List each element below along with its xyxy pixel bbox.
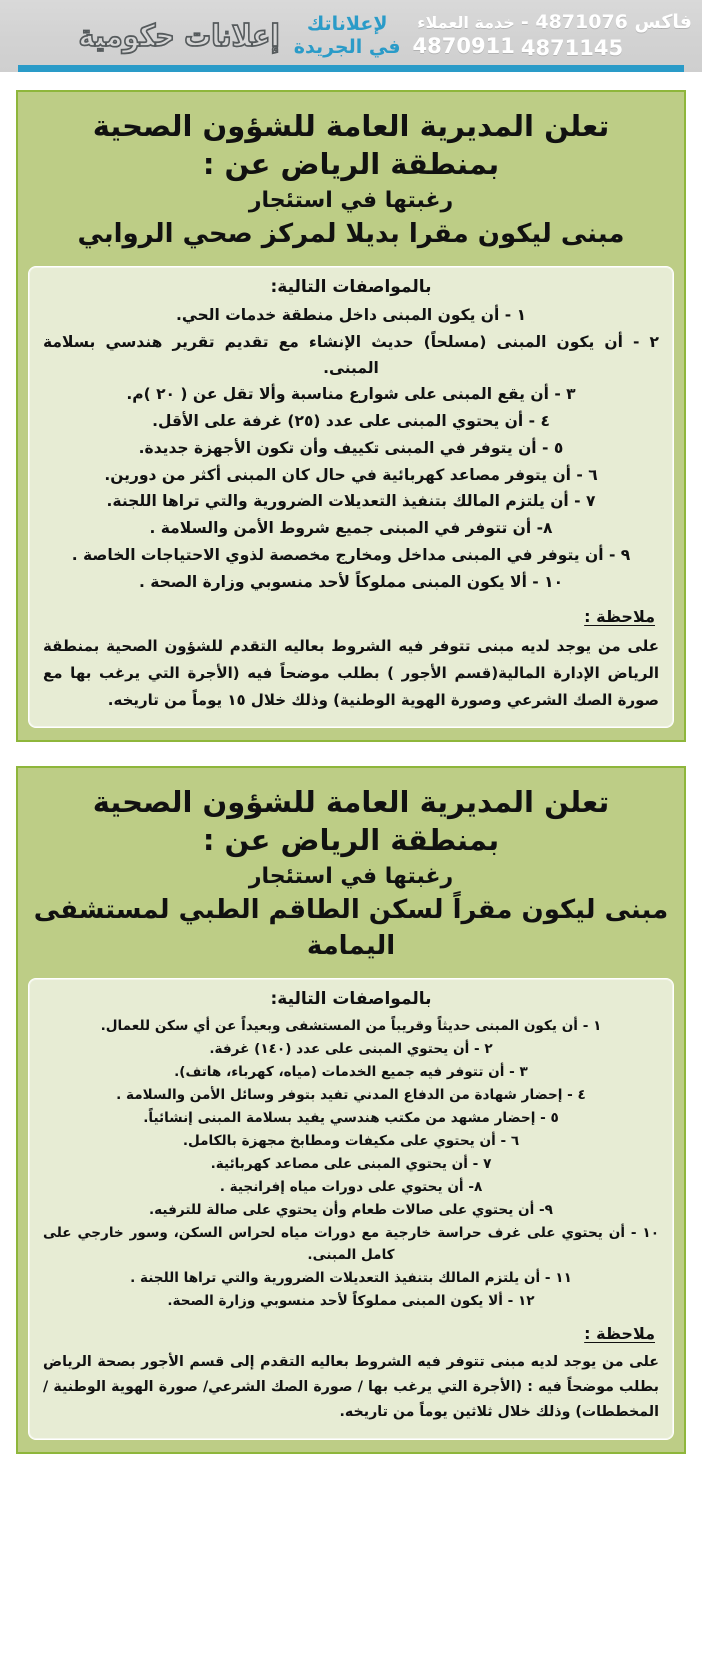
government-ads-logo: إعلانات حكومية: [78, 18, 280, 54]
list-item: ٨- أن تتوفر في المبنى جميع شروط الأمن والسلامة .: [149, 519, 553, 538]
fax-number-primary: 4871076 -: [520, 11, 628, 33]
ad-2-heading-line-3: رغبتها في استئجار: [248, 864, 454, 890]
fax-label: فاكس: [634, 11, 692, 33]
advertise-line-2: في الجريدة: [293, 36, 401, 58]
ad-1-note-body: على من يوجد لديه مبنى تتوفر فيه الشروط بعاليه التقدم للشؤون الصحية بمنطقة الرياض الإدارة المالية(قسم الأجور ) بطلب موضحاً فيه (الأجرة التي يرغب بها مع صورة الصك الشرعي وصورة الهوية الوطنية) وذلك خلال ١٥ يوماً من تاريخه.: [43, 637, 659, 709]
list-item: ٩ - أن يتوفر في المبنى مداخل ومخارج مخصصة لذوي الاحتياجات الخاصة .: [71, 545, 631, 564]
customer-service-number: 4870911: [412, 33, 515, 58]
list-item: ١١ - أن يلتزم المالك بتنفيذ التعديلات الضرورية والتي تراها اللجنة .: [130, 1270, 572, 1287]
list-item: ٢ - أن يحتوي المبنى على عدد (١٤٠) غرفة.: [209, 1041, 493, 1057]
ad-1-specs-title: بالمواصفات التالية:: [270, 277, 432, 298]
ad-2-note-title: ملاحظة :: [584, 1324, 655, 1344]
page-banner: [0, 0, 702, 72]
list-item: ٧ - أن يحتوي المبنى على مصاعد كهربائية.: [210, 1156, 492, 1173]
list-item: ٨- أن يحتوي على دورات مياه إفرانجية .: [219, 1179, 483, 1196]
ad-1-heading-line-3: رغبتها في استئجار: [248, 187, 454, 213]
ad-1-specs-list: [43, 303, 659, 595]
ad-1-note-title: ملاحظة :: [584, 607, 655, 627]
advertise-line-1: لإعلاناتك: [306, 12, 388, 35]
ad-2-specs-title: بالمواصفات التالية:: [270, 988, 432, 1009]
ad-2-note-body: على من يوجد لديه مبنى تتوفر فيه الشروط بعاليه التقدم إلى قسم الأجور بصحة الرياض بطلب موضحاً فيه : (الأجرة التي يرغب بها / صورة الصك الشرعي/ صورة الهوية الوطنية / المخططات) وذلك خلال ثلاثين يوماً من تاريخه.: [43, 1354, 659, 1421]
list-item: ١٢ - ألا يكون المبنى مملوكاً لأحد منسوبي وزارة الصحة.: [167, 1293, 535, 1310]
list-item: ١٠ - ألا يكون المبنى مملوكاً لأحد منسوبي وزارة الصحة .: [138, 572, 564, 591]
advertisement-card-2: [16, 766, 686, 1454]
advertisement-card-1: [16, 90, 686, 742]
list-item: ١ - أن يكون المبنى حديثاً وقريباً من المستشفى وبعيداً عن أي سكن للعمال.: [100, 1017, 602, 1034]
customer-service-label: خدمة العملاء: [417, 12, 515, 32]
list-item: ٣ - أن تتوفر فيه جميع الخدمات (مياه، كهرباء، هاتف).: [174, 1064, 528, 1081]
fax-label-and-number: [521, 11, 692, 35]
ad-1-heading-line-1: تعلن المديرية العامة للشؤون الصحية: [92, 109, 610, 143]
list-item: ٥ - إحضار مشهد من مكتب هندسي يفيد بسلامة المبنى إنشائياً.: [143, 1110, 559, 1127]
list-item: ٦ - أن يحتوي على مكيفات ومطابخ مجهزة بالكامل.: [182, 1133, 520, 1150]
ad-1-heading-line-2: بمنطقة الرياض عن :: [202, 147, 500, 182]
fax-block: [521, 11, 692, 61]
ad-2-heading-line-1: تعلن المديرية العامة للشؤون الصحية: [92, 785, 610, 820]
ad-1-subject: مبنى ليكون مقرا بديلا لمركز صحي الروابي: [77, 218, 625, 249]
fax-number-secondary: 4871145: [520, 35, 624, 60]
list-item: ٢ - أن يكون المبنى (مسلحاً) حديث الإنشاء مع تقديم تقرير هندسي بسلامة المبنى.: [43, 333, 659, 377]
advertise-with-us-block[interactable]: [294, 13, 401, 59]
list-item: ٩- أن يحتوي على صالات طعام وأن يحتوي على صالة للترفيه.: [149, 1202, 553, 1219]
ad-2-heading: [28, 778, 674, 970]
ad-2-heading-line-2: بمنطقة الرياض عن :: [202, 823, 500, 858]
banner-blue-divider: [18, 65, 684, 72]
list-item: ١ - أن يكون المبنى داخل منطقة خدمات الحي.: [175, 306, 527, 325]
list-item: ١٠ - أن يحتوي على غرف حراسة خارجية مع دورات مياه لحراس السكن، وسور خارجي على كامل المبنى.: [43, 1225, 659, 1264]
list-item: ٤ - أن يحتوي المبنى على عدد (٢٥) غرفة على الأقل.: [152, 412, 550, 431]
list-item: ٧ - أن يلتزم المالك بتنفيذ التعديلات الضرورية والتي تراها اللجنة.: [106, 492, 596, 511]
list-item: ٤ - إحضار شهادة من الدفاع المدني تفيد بتوفر وسائل الأمن والسلامة .: [116, 1087, 586, 1104]
ad-1-details-panel: [28, 266, 674, 728]
ad-2-details-panel: [28, 978, 674, 1440]
ad-2-specs-list: [43, 1015, 659, 1312]
list-item: ٣ - أن يقع المبنى على شوارع مناسبة وألا تقل عن ( ٢٠ )م.: [126, 385, 576, 404]
ad-2-subject: مبنى ليكون مقراً لسكن الطاقم الطبي لمستشفى اليمامة: [33, 895, 669, 961]
list-item: ٥ - أن يتوفر في المبنى تكييف وأن تكون الأجهزة جديدة.: [138, 438, 564, 457]
ad-1-heading: [28, 102, 674, 258]
customer-service-block: [413, 13, 515, 59]
list-item: ٦ - أن يتوفر مصاعد كهربائية في حال كان المبنى أكثر من دورين.: [104, 465, 598, 484]
